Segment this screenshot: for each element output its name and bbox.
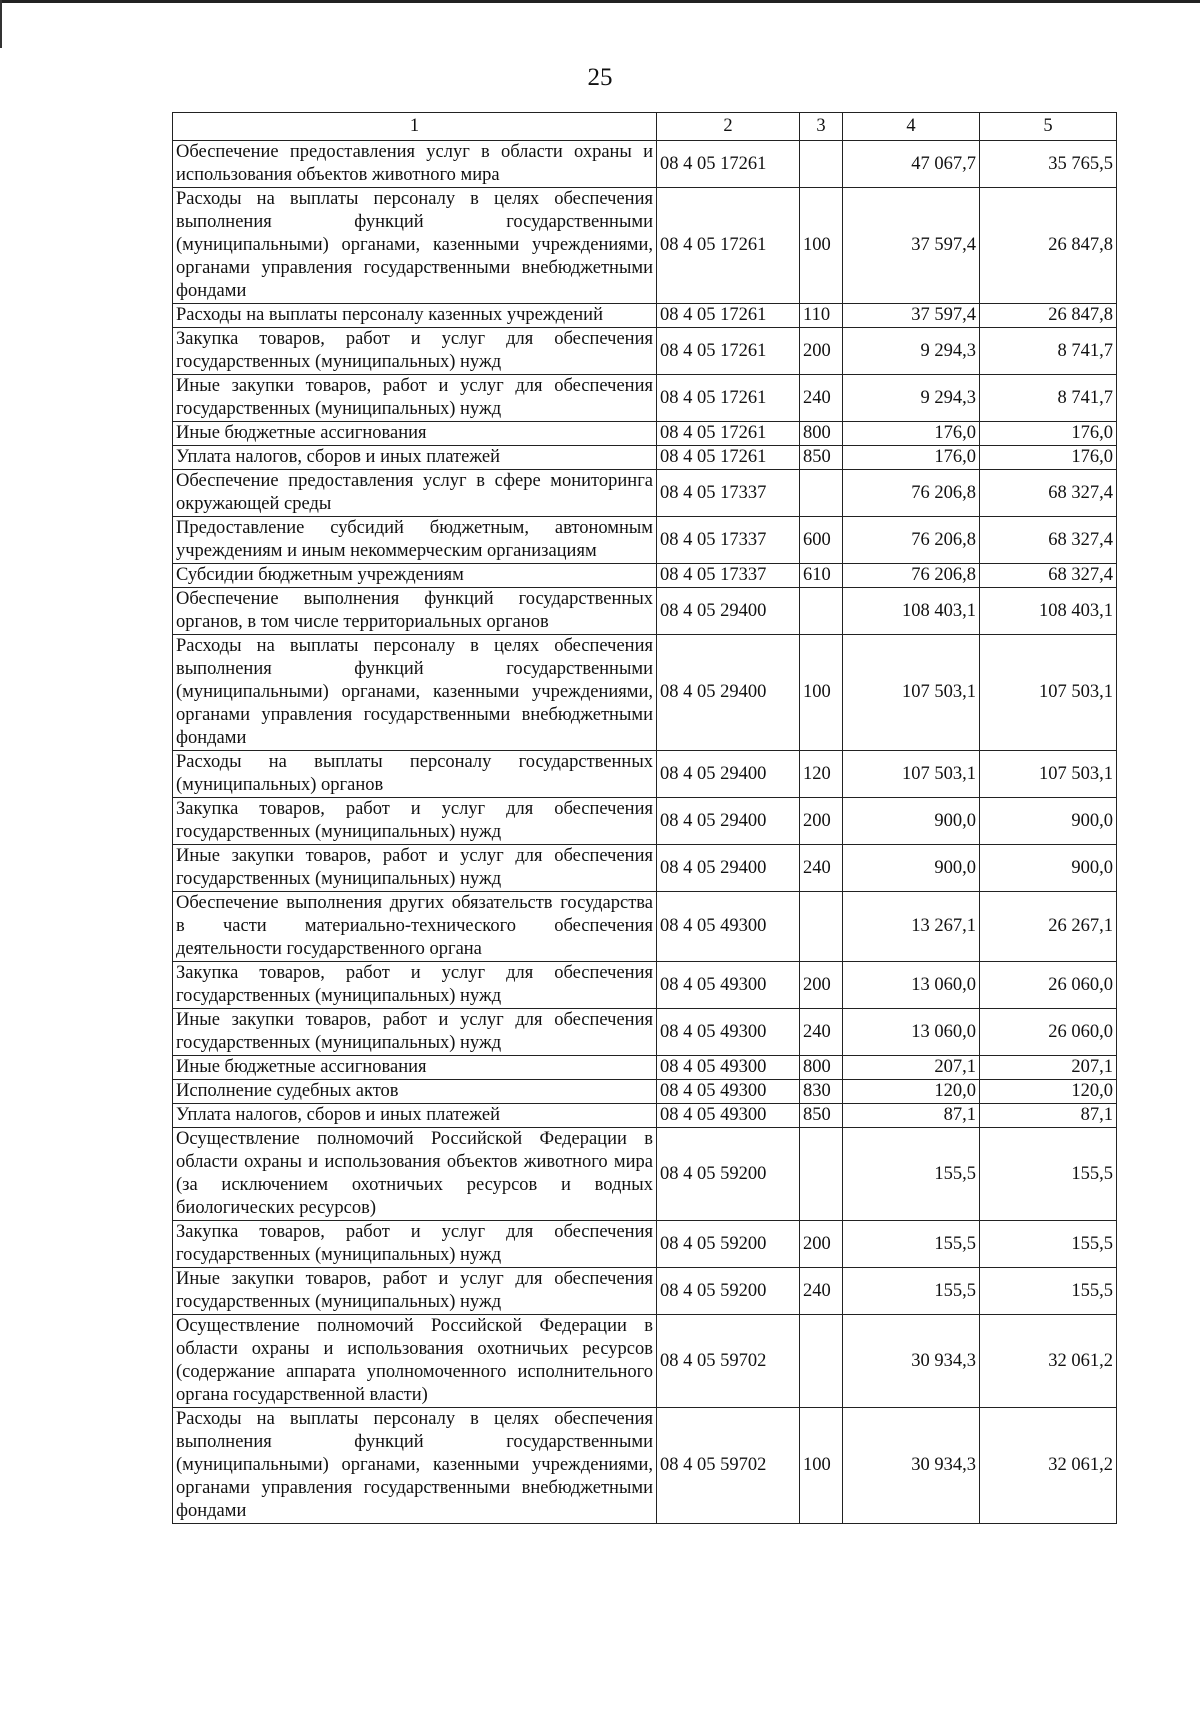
row-expense-type-cell: 800 (800, 1056, 843, 1080)
table-row (173, 304, 1117, 328)
table-row (173, 470, 1117, 517)
header-col-3: 3 (800, 113, 843, 141)
row-amount-2-cell: 32 061,2 (980, 1408, 1117, 1524)
row-amount-1-cell: 9 294,3 (843, 375, 980, 422)
row-name-cell: Предоставление субсидий бюджетным, автономным учреждениям и иным некоммерческим организациям (173, 517, 657, 564)
table-row (173, 1104, 1117, 1128)
row-expense-type-cell: 610 (800, 564, 843, 588)
row-expense-type-cell: 100 (800, 1408, 843, 1524)
table-row (173, 1080, 1117, 1104)
row-name-cell: Закупка товаров, работ и услуг для обеспечения государственных (муниципальных) нужд (173, 962, 657, 1009)
row-expense-type-cell (800, 1128, 843, 1221)
row-amount-1-cell: 37 597,4 (843, 304, 980, 328)
table-row (173, 798, 1117, 845)
table-row (173, 141, 1117, 188)
row-expense-type-cell: 200 (800, 798, 843, 845)
row-amount-2-cell: 68 327,4 (980, 517, 1117, 564)
table-row (173, 564, 1117, 588)
row-amount-2-cell: 107 503,1 (980, 751, 1117, 798)
row-name-cell: Уплата налогов, сборов и иных платежей (173, 1104, 657, 1128)
row-amount-1-cell: 9 294,3 (843, 328, 980, 375)
row-expense-type-cell: 110 (800, 304, 843, 328)
row-expense-type-cell: 850 (800, 1104, 843, 1128)
row-amount-2-cell: 26 060,0 (980, 962, 1117, 1009)
row-amount-2-cell: 207,1 (980, 1056, 1117, 1080)
table-row (173, 1009, 1117, 1056)
row-code-cell: 08 4 05 17261 (657, 446, 800, 470)
table-row (173, 588, 1117, 635)
table-row (173, 962, 1117, 1009)
row-amount-1-cell: 87,1 (843, 1104, 980, 1128)
row-amount-1-cell: 76 206,8 (843, 470, 980, 517)
row-name-cell: Закупка товаров, работ и услуг для обеспечения государственных (муниципальных) нужд (173, 798, 657, 845)
row-code-cell: 08 4 05 29400 (657, 751, 800, 798)
row-amount-1-cell: 107 503,1 (843, 635, 980, 751)
row-name-cell: Осуществление полномочий Российской Федерации в области охраны и использования объектов животного мира (за исключением охотничьих ресурсов и водных биологических ресурсов) (173, 1128, 657, 1221)
table-row (173, 635, 1117, 751)
table-body (173, 141, 1117, 1524)
row-amount-1-cell: 900,0 (843, 845, 980, 892)
row-amount-1-cell: 47 067,7 (843, 141, 980, 188)
row-code-cell: 08 4 05 29400 (657, 845, 800, 892)
row-amount-1-cell: 13 060,0 (843, 1009, 980, 1056)
row-amount-1-cell: 207,1 (843, 1056, 980, 1080)
row-code-cell: 08 4 05 17337 (657, 564, 800, 588)
row-name-cell: Обеспечение предоставления услуг в области охраны и использования объектов животного мира (173, 141, 657, 188)
row-code-cell: 08 4 05 17261 (657, 375, 800, 422)
table-row (173, 188, 1117, 304)
row-code-cell: 08 4 05 49300 (657, 1104, 800, 1128)
row-amount-1-cell: 155,5 (843, 1221, 980, 1268)
row-code-cell: 08 4 05 49300 (657, 1009, 800, 1056)
row-name-cell: Иные закупки товаров, работ и услуг для обеспечения государственных (муниципальных) нужд (173, 845, 657, 892)
row-name-cell: Субсидии бюджетным учреждениям (173, 564, 657, 588)
row-amount-2-cell: 900,0 (980, 845, 1117, 892)
row-name-cell: Закупка товаров, работ и услуг для обеспечения государственных (муниципальных) нужд (173, 1221, 657, 1268)
row-expense-type-cell: 850 (800, 446, 843, 470)
header-col-2: 2 (657, 113, 800, 141)
table-row (173, 328, 1117, 375)
row-code-cell: 08 4 05 49300 (657, 892, 800, 962)
table-row (173, 422, 1117, 446)
row-expense-type-cell (800, 141, 843, 188)
row-amount-1-cell: 13 060,0 (843, 962, 980, 1009)
row-name-cell: Иные закупки товаров, работ и услуг для обеспечения государственных (муниципальных) нужд (173, 1268, 657, 1315)
header-col-5: 5 (980, 113, 1117, 141)
row-amount-2-cell: 155,5 (980, 1268, 1117, 1315)
row-expense-type-cell: 600 (800, 517, 843, 564)
budget-table (172, 112, 1117, 1524)
row-name-cell: Закупка товаров, работ и услуг для обеспечения государственных (муниципальных) нужд (173, 328, 657, 375)
row-code-cell: 08 4 05 17261 (657, 328, 800, 375)
table-row (173, 1221, 1117, 1268)
row-amount-2-cell: 176,0 (980, 422, 1117, 446)
row-expense-type-cell: 100 (800, 635, 843, 751)
row-expense-type-cell: 240 (800, 1009, 843, 1056)
row-amount-1-cell: 108 403,1 (843, 588, 980, 635)
row-expense-type-cell: 120 (800, 751, 843, 798)
row-amount-1-cell: 176,0 (843, 446, 980, 470)
row-amount-2-cell: 120,0 (980, 1080, 1117, 1104)
row-code-cell: 08 4 05 17261 (657, 422, 800, 446)
row-code-cell: 08 4 05 59200 (657, 1128, 800, 1221)
row-amount-2-cell: 108 403,1 (980, 588, 1117, 635)
row-amount-1-cell: 76 206,8 (843, 517, 980, 564)
row-expense-type-cell: 800 (800, 422, 843, 446)
row-name-cell: Расходы на выплаты персоналу в целях обеспечения выполнения функций государственными (муниципальными) органами, казенными учреждениями, органами управления государственными внебюджетными фондами (173, 188, 657, 304)
row-amount-2-cell: 68 327,4 (980, 470, 1117, 517)
row-name-cell: Расходы на выплаты персоналу государственных (муниципальных) органов (173, 751, 657, 798)
row-amount-1-cell: 13 267,1 (843, 892, 980, 962)
row-name-cell: Обеспечение предоставления услуг в сфере мониторинга окружающей среды (173, 470, 657, 517)
row-name-cell: Обеспечение выполнения других обязательств государства в части материально-технического обеспечения деятельности государственного органа (173, 892, 657, 962)
row-name-cell: Иные бюджетные ассигнования (173, 1056, 657, 1080)
row-code-cell: 08 4 05 29400 (657, 588, 800, 635)
row-code-cell: 08 4 05 17261 (657, 188, 800, 304)
table-row (173, 1268, 1117, 1315)
row-amount-2-cell: 87,1 (980, 1104, 1117, 1128)
row-amount-1-cell: 155,5 (843, 1128, 980, 1221)
row-code-cell: 08 4 05 49300 (657, 962, 800, 1009)
header-col-4: 4 (843, 113, 980, 141)
row-expense-type-cell (800, 1315, 843, 1408)
row-amount-1-cell: 37 597,4 (843, 188, 980, 304)
row-expense-type-cell (800, 892, 843, 962)
table-row (173, 1128, 1117, 1221)
row-expense-type-cell: 100 (800, 188, 843, 304)
row-amount-2-cell: 8 741,7 (980, 375, 1117, 422)
row-code-cell: 08 4 05 59200 (657, 1221, 800, 1268)
row-amount-2-cell: 35 765,5 (980, 141, 1117, 188)
row-expense-type-cell: 240 (800, 1268, 843, 1315)
row-amount-1-cell: 30 934,3 (843, 1315, 980, 1408)
row-name-cell: Иные закупки товаров, работ и услуг для обеспечения государственных (муниципальных) нужд (173, 1009, 657, 1056)
header-col-1: 1 (173, 113, 657, 141)
row-expense-type-cell: 240 (800, 845, 843, 892)
row-amount-2-cell: 8 741,7 (980, 328, 1117, 375)
row-code-cell: 08 4 05 29400 (657, 635, 800, 751)
scan-edge-top (0, 0, 1200, 3)
row-amount-2-cell: 155,5 (980, 1128, 1117, 1221)
row-amount-2-cell: 26 267,1 (980, 892, 1117, 962)
row-amount-2-cell: 900,0 (980, 798, 1117, 845)
row-code-cell: 08 4 05 17337 (657, 517, 800, 564)
row-name-cell: Иные закупки товаров, работ и услуг для обеспечения государственных (муниципальных) нужд (173, 375, 657, 422)
row-name-cell: Расходы на выплаты персоналу казенных учреждений (173, 304, 657, 328)
row-code-cell: 08 4 05 29400 (657, 798, 800, 845)
row-name-cell: Иные бюджетные ассигнования (173, 422, 657, 446)
row-code-cell: 08 4 05 17337 (657, 470, 800, 517)
row-amount-2-cell: 68 327,4 (980, 564, 1117, 588)
row-code-cell: 08 4 05 59702 (657, 1408, 800, 1524)
row-code-cell: 08 4 05 17261 (657, 141, 800, 188)
row-amount-1-cell: 900,0 (843, 798, 980, 845)
row-expense-type-cell: 200 (800, 328, 843, 375)
row-amount-1-cell: 76 206,8 (843, 564, 980, 588)
table-row (173, 845, 1117, 892)
row-expense-type-cell: 200 (800, 962, 843, 1009)
row-expense-type-cell: 830 (800, 1080, 843, 1104)
row-amount-1-cell: 155,5 (843, 1268, 980, 1315)
row-amount-1-cell: 30 934,3 (843, 1408, 980, 1524)
row-amount-2-cell: 176,0 (980, 446, 1117, 470)
row-expense-type-cell: 240 (800, 375, 843, 422)
row-expense-type-cell: 200 (800, 1221, 843, 1268)
row-name-cell: Осуществление полномочий Российской Федерации в области охраны и использования охотничьих ресурсов (содержание аппарата уполномоченного исполнительного органа государственной власти) (173, 1315, 657, 1408)
scan-edge-left (0, 0, 2, 48)
table-header (173, 113, 1117, 141)
page-number: 25 (587, 64, 613, 91)
row-code-cell: 08 4 05 59702 (657, 1315, 800, 1408)
row-amount-2-cell: 26 847,8 (980, 188, 1117, 304)
table-row (173, 446, 1117, 470)
row-name-cell: Уплата налогов, сборов и иных платежей (173, 446, 657, 470)
row-amount-1-cell: 120,0 (843, 1080, 980, 1104)
row-amount-2-cell: 107 503,1 (980, 635, 1117, 751)
row-amount-2-cell: 32 061,2 (980, 1315, 1117, 1408)
row-amount-2-cell: 26 847,8 (980, 304, 1117, 328)
row-expense-type-cell (800, 470, 843, 517)
header-row (173, 113, 1117, 141)
row-name-cell: Расходы на выплаты персоналу в целях обеспечения выполнения функций государственными (муниципальными) органами, казенными учреждениями, органами управления государственными внебюджетными фондами (173, 1408, 657, 1524)
row-amount-2-cell: 26 060,0 (980, 1009, 1117, 1056)
row-amount-1-cell: 176,0 (843, 422, 980, 446)
row-name-cell: Обеспечение выполнения функций государственных органов, в том числе территориальных органов (173, 588, 657, 635)
row-name-cell: Исполнение судебных актов (173, 1080, 657, 1104)
row-amount-2-cell: 155,5 (980, 1221, 1117, 1268)
row-expense-type-cell (800, 588, 843, 635)
table-row (173, 517, 1117, 564)
row-code-cell: 08 4 05 59200 (657, 1268, 800, 1315)
table-row (173, 892, 1117, 962)
table-row (173, 375, 1117, 422)
row-name-cell: Расходы на выплаты персоналу в целях обеспечения выполнения функций государственными (муниципальными) органами, казенными учреждениями, органами управления государственными внебюджетными фондами (173, 635, 657, 751)
table-row (173, 1315, 1117, 1408)
table-row (173, 751, 1117, 798)
table-row (173, 1408, 1117, 1524)
row-code-cell: 08 4 05 49300 (657, 1080, 800, 1104)
table-row (173, 1056, 1117, 1080)
row-code-cell: 08 4 05 17261 (657, 304, 800, 328)
row-amount-1-cell: 107 503,1 (843, 751, 980, 798)
row-code-cell: 08 4 05 49300 (657, 1056, 800, 1080)
